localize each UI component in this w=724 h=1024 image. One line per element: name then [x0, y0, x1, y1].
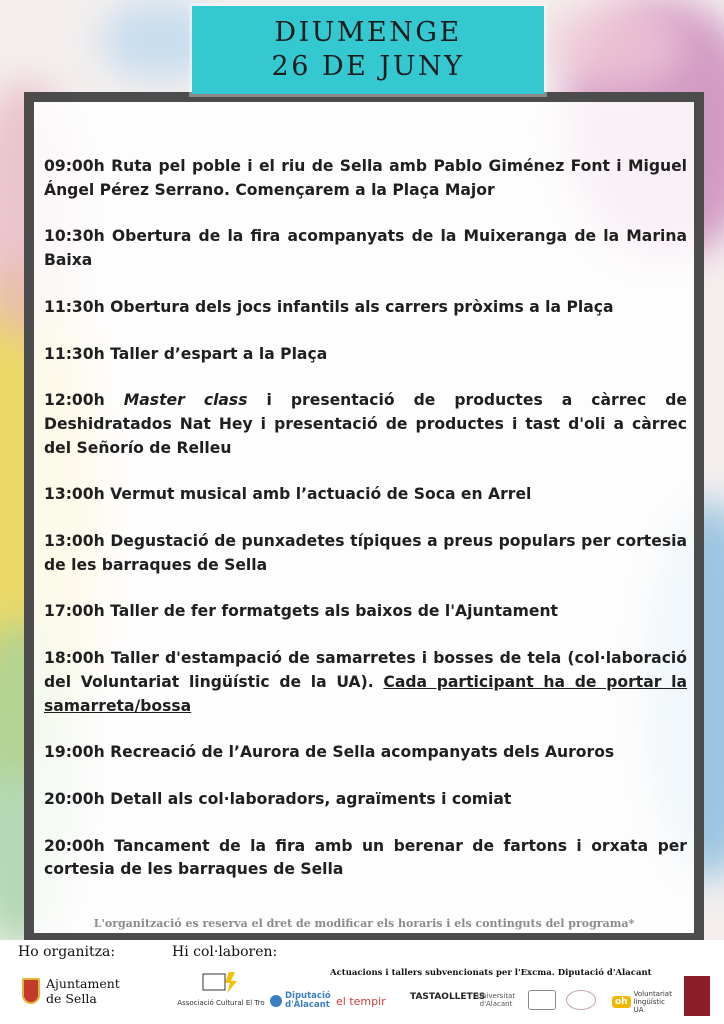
event-item: [44, 647, 687, 718]
event-item: 09:00h Ruta pel poble i el riu de Sella amb Pablo Giménez Font i Miguel Ángel Pérez Serrano. Començarem a la Plaça Major: [44, 157, 687, 199]
lightning-icon: [201, 970, 241, 994]
diputacio-logo: [270, 992, 335, 1010]
book-logo: [684, 976, 710, 1016]
tempir-logo: el tempir: [336, 995, 386, 1008]
event-item: 10:30h Obertura de la fira acompanyats de la Muixeranga de la Marina Baixa: [44, 227, 687, 270]
event-item: 20:00h Detall als col·laboradors, agraïments i comiat: [44, 789, 512, 808]
banner-date: 26 DE JUNY: [271, 51, 465, 82]
event-underlined-note: Cada participant ha de portar la samarreta/bossa: [44, 672, 687, 715]
event-list: [44, 155, 687, 905]
diputacio-icon: [270, 995, 282, 1007]
event-item: [44, 389, 687, 460]
assoc-logo-text: Associació Cultural El Tro: [177, 999, 265, 1007]
voluntariat-text: Voluntariat lingüístic UA: [633, 990, 672, 1014]
club-logo: [566, 990, 596, 1010]
event-item: 20:00h Tancament de la fira amb un berenar de fartons i orxata per cortesia de les barraques de Sella: [44, 836, 687, 879]
event-item: 11:30h Obertura dels jocs infantils als carrers pròxims a la Plaça: [44, 297, 614, 316]
event-item: 13:00h Degustació de punxadetes típiques a preus populars per cortesia de les barraques de Sella: [44, 532, 687, 574]
event-item: 19:00h Recreació de l’Aurora de Sella acompanyats dels Auroros: [44, 743, 615, 762]
tastaolletes-logo: TASTAOLLETES: [410, 992, 486, 1002]
ua-logo: Universitat d'Alacant: [476, 992, 516, 1008]
banner-day: DIUMENGE: [274, 17, 462, 48]
oh-icon: oh: [612, 996, 631, 1008]
organizer-name-2: de Sella: [46, 991, 97, 1006]
disclaimer-note: L'organització es reserva el dret de modificar els horaris i els continguts del programa*: [93, 917, 635, 930]
sponsors-footer: [0, 940, 724, 1024]
collaborators-label: Hi col·laboren:: [172, 944, 278, 960]
coat-of-arms-icon: [22, 978, 40, 1004]
organizer-name-1: Ajuntament: [46, 976, 120, 991]
ajuntament-logo: [22, 976, 120, 1006]
assoc-logo: [176, 970, 266, 1007]
event-item: 17:00h Taller de fer formatgets als baixos de l'Ajuntament: [44, 602, 559, 621]
event-italic-term: Master class: [123, 391, 248, 410]
event-text-rest: i presentació de productes a càrrec de Deshidratados Nat Hey i presentació de productes i tast d'oli a càrrec del Señorío de Relleu: [44, 391, 687, 457]
date-banner: [192, 6, 544, 94]
event-time-prefix: 12:00h: [44, 391, 124, 410]
museum-logo: [528, 990, 556, 1010]
subsidy-note: Actuacions i tallers subvencionats per l'Excma. Diputació d'Alacant: [330, 968, 652, 978]
event-text: 18:00h Taller d'estampació de samarretes i bosses de tela (col·laboració del Voluntariat lingüístic de la UA).: [44, 649, 687, 691]
diputacio-text: Diputació d'Alacant: [285, 991, 331, 1010]
program-frame: [24, 92, 704, 943]
organizer-label: Ho organitza:: [18, 944, 116, 960]
event-item: 13:00h Vermut musical amb l’actuació de Soca en Arrel: [44, 485, 532, 504]
voluntariat-logo: [612, 990, 674, 1014]
event-item: 11:30h Taller d’espart a la Plaça: [44, 344, 328, 363]
